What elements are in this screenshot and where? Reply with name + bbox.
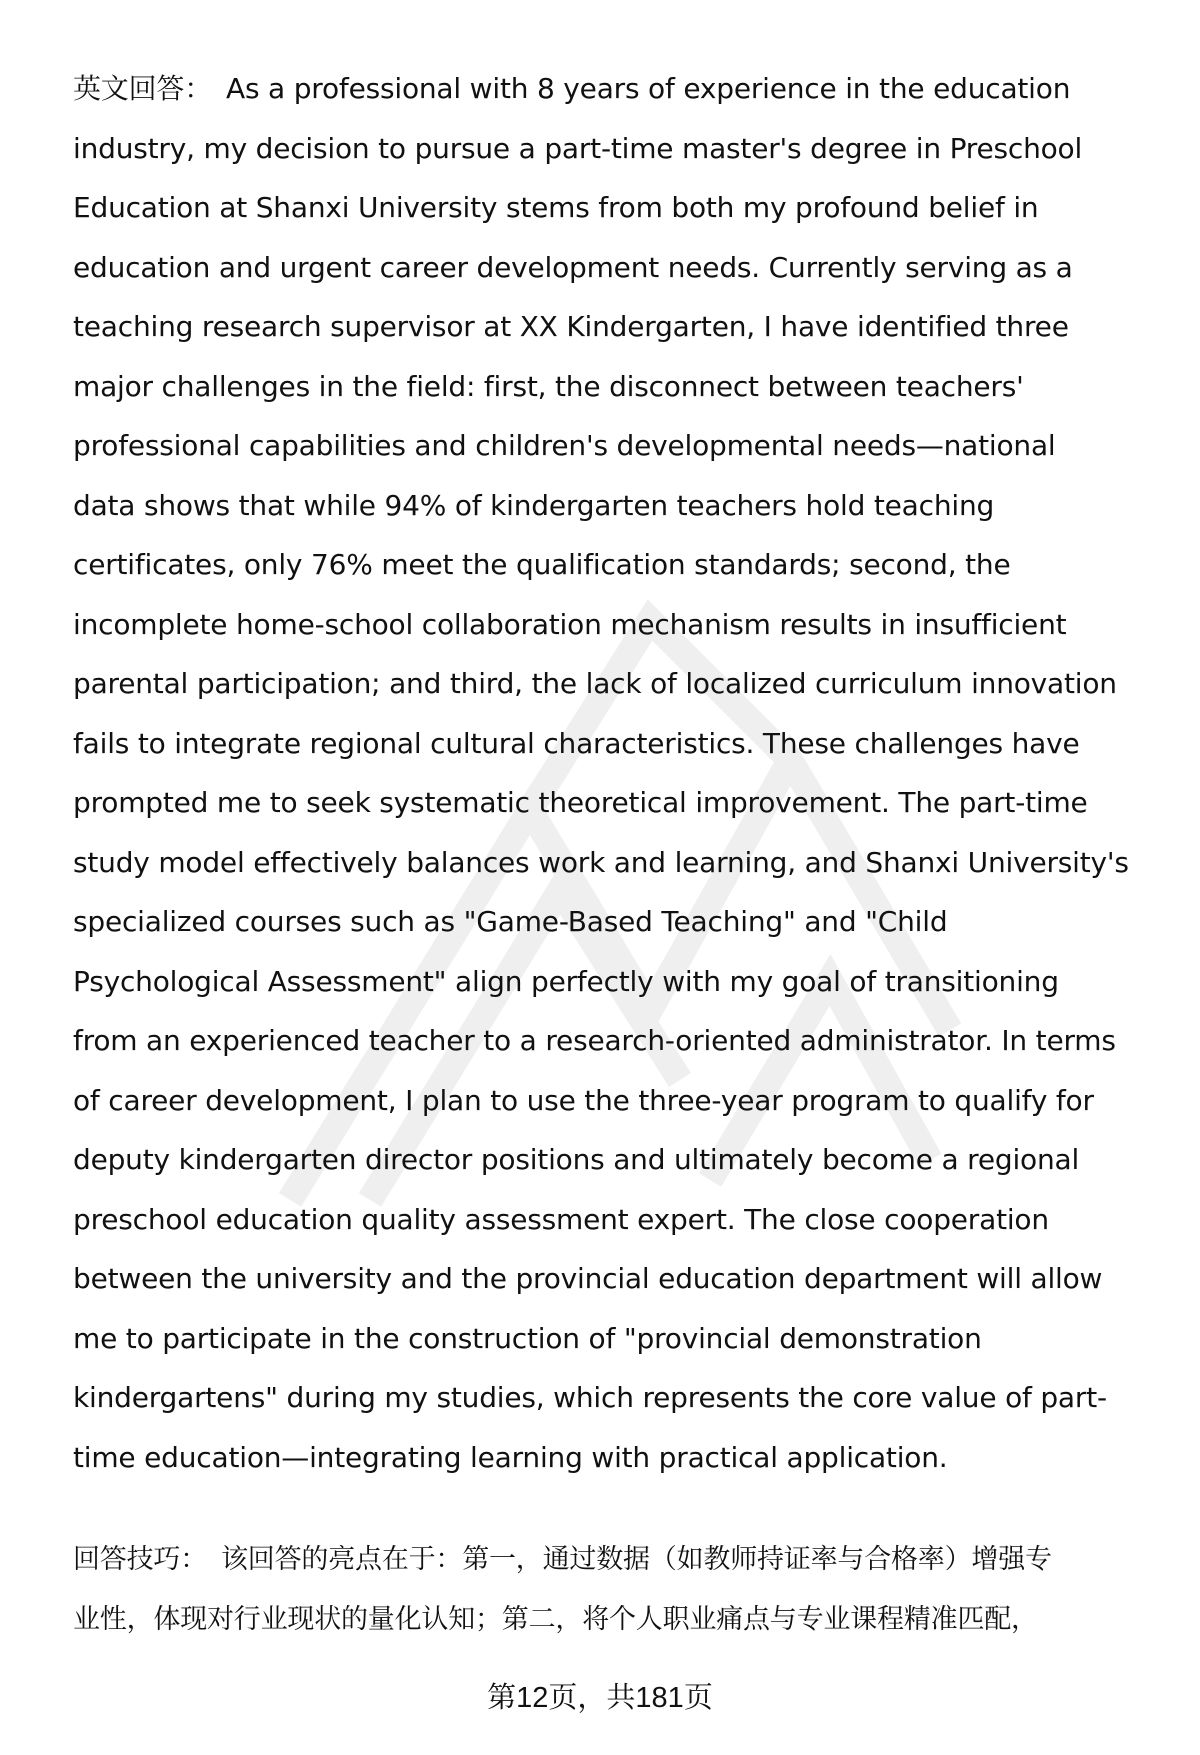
answer-line: study model effectively balances work and learning, and Shanxi University's bbox=[73, 845, 1129, 879]
answer-line: teaching research supervisor at XX Kindergarten, I have identified three bbox=[73, 310, 1069, 343]
page-number-indicator: 第12页，共181页 bbox=[487, 1682, 713, 1714]
answer-line: data shows that while 94% of kindergarten teachers hold teaching bbox=[73, 488, 995, 522]
answer-line: of career development, I plan to use the three-year program to qualify for bbox=[73, 1083, 1094, 1117]
answer-line: certificates, only 76% meet the qualification standards; second, the bbox=[73, 548, 1011, 581]
answer-line: professional capabilities and children's developmental needs—national bbox=[73, 429, 1056, 462]
answer-line: me to participate in the construction of "provincial demonstration bbox=[73, 1321, 982, 1355]
answer-line: 英文回答： As a professional with 8 years of experience in the education bbox=[73, 72, 1071, 105]
answer-line: specialized courses such as "Game-Based Teaching" and "Child bbox=[73, 905, 948, 938]
tips-line: 回答技巧： 该回答的亮点在于：第一，通过数据（如教师持证率与合格率）增强专 bbox=[73, 1544, 1052, 1575]
answer-line: between the university and the provincial education department will allow bbox=[73, 1262, 1103, 1295]
answer-line: time education—integrating learning with practical application. bbox=[73, 1440, 948, 1474]
answer-line: major challenges in the field: first, the disconnect between teachers' bbox=[73, 369, 1024, 403]
answer-line: prompted me to seek systematic theoretical improvement. The part-time bbox=[73, 786, 1088, 819]
tips-line: 业性，体现对行业现状的量化认知；第二，将个人职业痛点与专业课程精准匹配， bbox=[73, 1603, 1038, 1635]
answer-line: from an experienced teacher to a research-oriented administrator. In terms bbox=[73, 1024, 1116, 1057]
answer-line: preschool education quality assessment expert. The close cooperation bbox=[73, 1202, 1049, 1236]
answer-line: industry, my decision to pursue a part-time master's degree in Preschool bbox=[73, 131, 1083, 165]
answer-tips-label: 回答技巧： bbox=[73, 1544, 207, 1575]
answer-line: fails to integrate regional cultural characteristics. These challenges have bbox=[73, 726, 1080, 760]
answer-tips-paragraph bbox=[73, 1530, 1153, 1649]
english-answer-paragraph bbox=[73, 59, 1153, 1487]
answer-line: incomplete home-school collaboration mechanism results in insufficient bbox=[73, 607, 1067, 641]
answer-line: kindergartens" during my studies, which represents the core value of part- bbox=[73, 1381, 1107, 1414]
answer-line: Psychological Assessment" align perfectly with my goal of transitioning bbox=[73, 964, 1059, 998]
answer-line: Education at Shanxi University stems from both my profound belief in bbox=[73, 191, 1039, 224]
answer-line: deputy kindergarten director positions and ultimately become a regional bbox=[73, 1143, 1080, 1176]
answer-line: parental participation; and third, the lack of localized curriculum innovation bbox=[73, 667, 1117, 700]
english-answer-label: 英文回答： bbox=[73, 72, 213, 105]
answer-line: education and urgent career development needs. Currently serving as a bbox=[73, 250, 1073, 284]
